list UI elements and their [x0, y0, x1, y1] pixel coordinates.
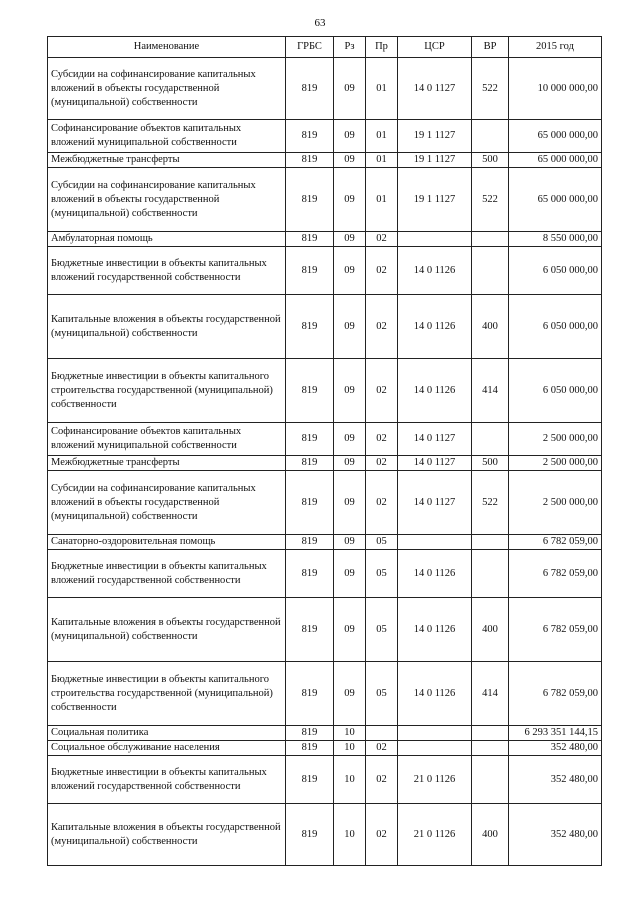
header-row	[48, 37, 602, 58]
row-vr: 400	[472, 804, 509, 866]
row-rz: 09	[334, 550, 366, 598]
row-pr	[366, 726, 398, 741]
row-vr	[472, 756, 509, 804]
row-rz: 09	[334, 295, 366, 359]
row-amount: 6 782 059,00	[509, 598, 602, 662]
row-rz: 09	[334, 423, 366, 456]
table-row	[48, 359, 602, 423]
row-vr	[472, 232, 509, 247]
row-grbs: 819	[286, 662, 334, 726]
row-amount: 65 000 000,00	[509, 120, 602, 153]
page-number: 63	[314, 17, 326, 29]
table-row	[48, 535, 602, 550]
row-amount: 2 500 000,00	[509, 456, 602, 471]
row-pr: 02	[366, 295, 398, 359]
row-pr: 05	[366, 535, 398, 550]
table-row	[48, 804, 602, 866]
row-grbs: 819	[286, 168, 334, 232]
row-amount: 65 000 000,00	[509, 168, 602, 232]
table-row	[48, 168, 602, 232]
row-grbs: 819	[286, 550, 334, 598]
row-rz: 10	[334, 804, 366, 866]
row-grbs: 819	[286, 535, 334, 550]
row-grbs: 819	[286, 232, 334, 247]
header-rz: Рз	[334, 37, 366, 58]
row-grbs: 819	[286, 58, 334, 120]
header-vr: ВР	[472, 37, 509, 58]
row-csr: 14 0 1126	[398, 550, 472, 598]
row-amount: 10 000 000,00	[509, 58, 602, 120]
row-pr: 01	[366, 153, 398, 168]
row-amount: 6 293 351 144,15	[509, 726, 602, 741]
table-row	[48, 423, 602, 456]
row-pr: 02	[366, 456, 398, 471]
row-name: Амбулаторная помощь	[48, 232, 286, 247]
table-row	[48, 598, 602, 662]
table-row	[48, 662, 602, 726]
row-rz: 09	[334, 232, 366, 247]
row-amount: 2 500 000,00	[509, 423, 602, 456]
row-vr	[472, 247, 509, 295]
row-rz: 09	[334, 168, 366, 232]
header-year: 2015 год	[509, 37, 602, 58]
row-amount: 352 480,00	[509, 804, 602, 866]
row-vr: 522	[472, 58, 509, 120]
row-pr: 02	[366, 359, 398, 423]
row-pr: 02	[366, 741, 398, 756]
row-grbs: 819	[286, 120, 334, 153]
row-grbs: 819	[286, 756, 334, 804]
row-amount: 8 550 000,00	[509, 232, 602, 247]
table-row	[48, 550, 602, 598]
row-vr: 414	[472, 662, 509, 726]
row-grbs: 819	[286, 247, 334, 295]
row-csr: 14 0 1126	[398, 662, 472, 726]
row-name: Капитальные вложения в объекты государственной (муниципальной) собственности	[48, 598, 286, 662]
table-row	[48, 756, 602, 804]
header-grbs: ГРБС	[286, 37, 334, 58]
table-row	[48, 120, 602, 153]
row-csr	[398, 535, 472, 550]
row-name: Бюджетные инвестиции в объекты капитальных вложений государственной собственности	[48, 550, 286, 598]
row-vr: 522	[472, 168, 509, 232]
row-vr	[472, 423, 509, 456]
table-row	[48, 58, 602, 120]
budget-table	[47, 36, 602, 866]
header-pr: Пр	[366, 37, 398, 58]
row-grbs: 819	[286, 471, 334, 535]
row-rz: 09	[334, 359, 366, 423]
row-csr: 14 0 1127	[398, 456, 472, 471]
row-amount: 2 500 000,00	[509, 471, 602, 535]
row-amount: 6 050 000,00	[509, 295, 602, 359]
table-row	[48, 471, 602, 535]
row-csr: 21 0 1126	[398, 756, 472, 804]
row-pr: 02	[366, 756, 398, 804]
row-pr: 02	[366, 423, 398, 456]
row-vr	[472, 726, 509, 741]
row-vr	[472, 550, 509, 598]
row-vr: 500	[472, 456, 509, 471]
row-pr: 02	[366, 804, 398, 866]
row-grbs: 819	[286, 726, 334, 741]
row-csr: 21 0 1126	[398, 804, 472, 866]
row-grbs: 819	[286, 423, 334, 456]
row-name: Софинансирование объектов капитальных вложений муниципальной собственности	[48, 423, 286, 456]
row-rz: 10	[334, 726, 366, 741]
row-name: Бюджетные инвестиции в объекты капитального строительства государственной (муниципальной) собственности	[48, 662, 286, 726]
row-name: Капитальные вложения в объекты государственной (муниципальной) собственности	[48, 804, 286, 866]
row-name: Бюджетные инвестиции в объекты капитальных вложений государственной собственности	[48, 756, 286, 804]
row-pr: 01	[366, 168, 398, 232]
row-vr: 400	[472, 598, 509, 662]
row-grbs: 819	[286, 804, 334, 866]
row-grbs: 819	[286, 741, 334, 756]
row-amount: 6 782 059,00	[509, 662, 602, 726]
row-grbs: 819	[286, 598, 334, 662]
header-name: Наименование	[48, 37, 286, 58]
row-csr: 14 0 1126	[398, 598, 472, 662]
row-rz: 10	[334, 741, 366, 756]
table-row	[48, 456, 602, 471]
row-csr	[398, 726, 472, 741]
row-name: Социальное обслуживание населения	[48, 741, 286, 756]
row-rz: 09	[334, 535, 366, 550]
row-name: Субсидии на софинансирование капитальных вложений в объекты государственной (муниципальной) собственности	[48, 58, 286, 120]
row-name: Межбюджетные трансферты	[48, 153, 286, 168]
row-amount: 6 782 059,00	[509, 550, 602, 598]
row-amount: 6 782 059,00	[509, 535, 602, 550]
row-vr: 500	[472, 153, 509, 168]
row-csr	[398, 741, 472, 756]
row-pr: 02	[366, 232, 398, 247]
row-vr: 414	[472, 359, 509, 423]
row-rz: 09	[334, 247, 366, 295]
table-row	[48, 295, 602, 359]
row-rz: 09	[334, 153, 366, 168]
row-pr: 02	[366, 247, 398, 295]
row-csr: 14 0 1127	[398, 471, 472, 535]
row-amount: 6 050 000,00	[509, 359, 602, 423]
row-rz: 09	[334, 456, 366, 471]
row-rz: 09	[334, 598, 366, 662]
row-name: Софинансирование объектов капитальных вложений муниципальной собственности	[48, 120, 286, 153]
row-csr	[398, 232, 472, 247]
row-csr: 19 1 1127	[398, 120, 472, 153]
row-pr: 05	[366, 550, 398, 598]
row-pr: 02	[366, 471, 398, 535]
row-rz: 09	[334, 471, 366, 535]
table-row	[48, 232, 602, 247]
row-csr: 14 0 1126	[398, 295, 472, 359]
row-csr: 14 0 1127	[398, 423, 472, 456]
row-amount: 65 000 000,00	[509, 153, 602, 168]
row-grbs: 819	[286, 359, 334, 423]
row-name: Бюджетные инвестиции в объекты капитальных вложений государственной собственности	[48, 247, 286, 295]
row-csr: 19 1 1127	[398, 168, 472, 232]
row-csr: 14 0 1126	[398, 359, 472, 423]
header-csr: ЦСР	[398, 37, 472, 58]
table-row	[48, 741, 602, 756]
row-rz: 09	[334, 662, 366, 726]
table-row	[48, 247, 602, 295]
row-csr: 14 0 1127	[398, 58, 472, 120]
row-pr: 01	[366, 120, 398, 153]
row-rz: 10	[334, 756, 366, 804]
row-name: Капитальные вложения в объекты государственной (муниципальной) собственности	[48, 295, 286, 359]
row-grbs: 819	[286, 456, 334, 471]
row-amount: 352 480,00	[509, 756, 602, 804]
row-vr	[472, 741, 509, 756]
row-pr: 01	[366, 58, 398, 120]
row-csr: 14 0 1126	[398, 247, 472, 295]
row-rz: 09	[334, 58, 366, 120]
table-row	[48, 726, 602, 741]
row-amount: 6 050 000,00	[509, 247, 602, 295]
row-vr: 400	[472, 295, 509, 359]
row-vr	[472, 120, 509, 153]
row-grbs: 819	[286, 153, 334, 168]
row-name: Субсидии на софинансирование капитальных вложений в объекты государственной (муниципальной) собственности	[48, 168, 286, 232]
row-name: Межбюджетные трансферты	[48, 456, 286, 471]
row-pr: 05	[366, 662, 398, 726]
row-vr	[472, 535, 509, 550]
row-name: Субсидии на софинансирование капитальных вложений в объекты государственной (муниципальной) собственности	[48, 471, 286, 535]
row-name: Социальная политика	[48, 726, 286, 741]
row-amount: 352 480,00	[509, 741, 602, 756]
table-row	[48, 153, 602, 168]
row-vr: 522	[472, 471, 509, 535]
row-rz: 09	[334, 120, 366, 153]
row-name: Бюджетные инвестиции в объекты капитального строительства государственной (муниципальной) собственности	[48, 359, 286, 423]
row-pr: 05	[366, 598, 398, 662]
row-grbs: 819	[286, 295, 334, 359]
row-csr: 19 1 1127	[398, 153, 472, 168]
row-name: Санаторно-оздоровительная помощь	[48, 535, 286, 550]
